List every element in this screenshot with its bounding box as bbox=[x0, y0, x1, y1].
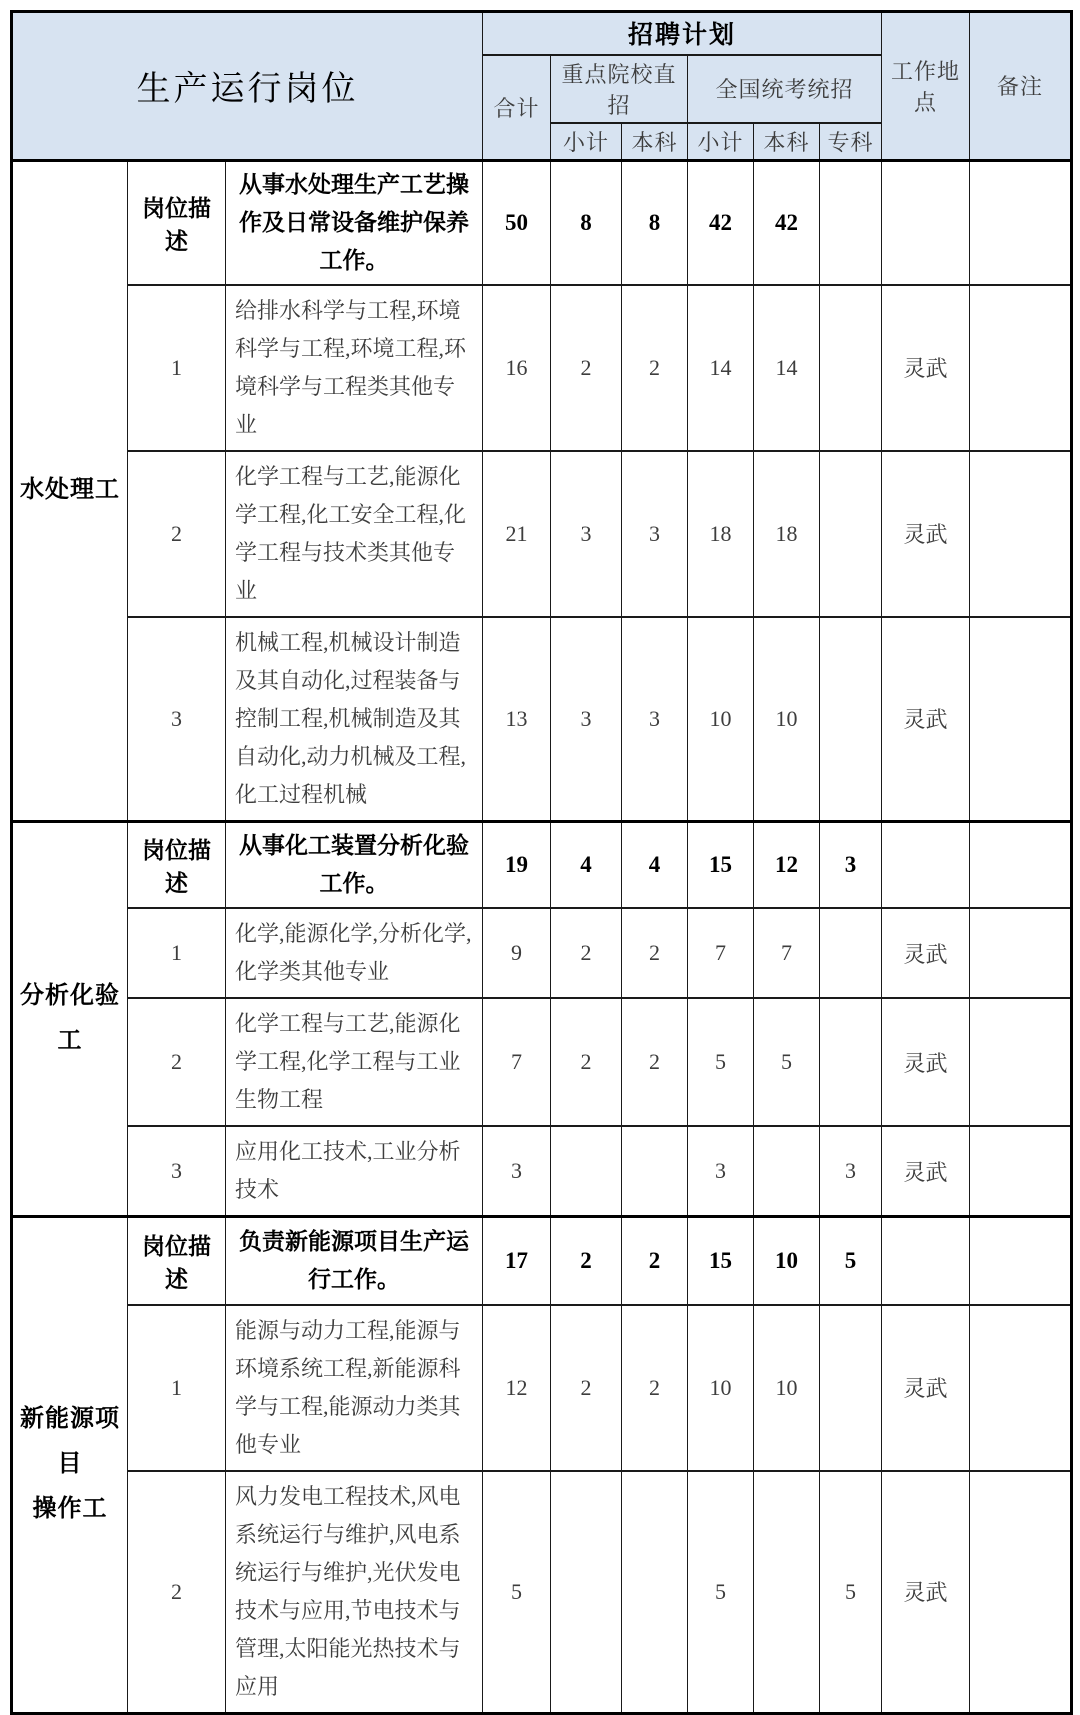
location-value: 灵武 bbox=[882, 617, 970, 822]
majors: 化学工程与工艺,能源化学工程,化工安全工程,化学工程与技术类其他专业 bbox=[226, 451, 483, 617]
national-subtotal-value: 10 bbox=[688, 617, 754, 822]
remark-value bbox=[970, 908, 1072, 998]
group3-name bbox=[12, 1217, 128, 1714]
major-row bbox=[12, 1126, 1072, 1217]
total-value: 12 bbox=[483, 1305, 551, 1471]
key-subtotal-value: 2 bbox=[551, 908, 622, 998]
majors: 能源与动力工程,能源与环境系统工程,新能源科学与工程,能源动力类其他专业 bbox=[226, 1305, 483, 1471]
national-bachelor-value bbox=[754, 1471, 820, 1714]
group1-name bbox=[12, 160, 128, 821]
total-value: 21 bbox=[483, 451, 551, 617]
desc-text: 从事水处理生产工艺操作及日常设备维护保养工作。 bbox=[226, 160, 483, 285]
national-subtotal-value: 7 bbox=[688, 908, 754, 998]
national-bachelor-value bbox=[754, 1126, 820, 1217]
national-bachelor-value: 10 bbox=[754, 617, 820, 822]
majors: 给排水科学与工程,环境科学与工程,环境工程,环境科学与工程类其他专业 bbox=[226, 285, 483, 451]
key-bachelor-header: 本科 bbox=[622, 123, 688, 161]
national-bachelor-value: 7 bbox=[754, 908, 820, 998]
key-subtotal-value: 8 bbox=[551, 160, 622, 285]
row-number: 3 bbox=[128, 617, 226, 822]
key-bachelor-value: 2 bbox=[622, 1305, 688, 1471]
national-associate-header: 专科 bbox=[820, 123, 882, 161]
desc-label: 岗位描述 bbox=[128, 160, 226, 285]
key-bachelor-value: 8 bbox=[622, 160, 688, 285]
remark-value bbox=[970, 1305, 1072, 1471]
national-subtotal-value: 42 bbox=[688, 160, 754, 285]
header-row-1 bbox=[12, 12, 1072, 55]
total-value: 3 bbox=[483, 1126, 551, 1217]
location-value: 灵武 bbox=[882, 1126, 970, 1217]
group-name-line1: 水处理工 bbox=[20, 477, 120, 503]
national-associate-value bbox=[820, 1305, 882, 1471]
total-value: 13 bbox=[483, 617, 551, 822]
majors: 化学工程与工艺,能源化学工程,化学工程与工业生物工程 bbox=[226, 998, 483, 1126]
national-subtotal-value: 3 bbox=[688, 1126, 754, 1217]
remark-value bbox=[970, 1471, 1072, 1714]
national-associate-value: 5 bbox=[820, 1217, 882, 1305]
key-subtotal-value: 3 bbox=[551, 451, 622, 617]
national-subtotal-value: 18 bbox=[688, 451, 754, 617]
key-subtotal-value bbox=[551, 1471, 622, 1714]
remark-value bbox=[970, 285, 1072, 451]
national-subtotal-value: 5 bbox=[688, 1471, 754, 1714]
key-bachelor-value: 4 bbox=[622, 821, 688, 908]
row-number: 1 bbox=[128, 1305, 226, 1471]
group-name-line1: 分析化验工 bbox=[20, 982, 120, 1054]
total-value: 5 bbox=[483, 1471, 551, 1714]
major-row bbox=[12, 285, 1072, 451]
location-value bbox=[882, 160, 970, 285]
major-row bbox=[12, 617, 1072, 822]
key-bachelor-value: 2 bbox=[622, 908, 688, 998]
key-subtotal-value: 2 bbox=[551, 1217, 622, 1305]
national-subtotal-value: 10 bbox=[688, 1305, 754, 1471]
key-subtotal-value: 2 bbox=[551, 998, 622, 1126]
total-value: 7 bbox=[483, 998, 551, 1126]
national-exam-header: 全国统考统招 bbox=[688, 55, 882, 123]
total-value: 16 bbox=[483, 285, 551, 451]
desc-label: 岗位描述 bbox=[128, 821, 226, 908]
desc-text: 负责新能源项目生产运行工作。 bbox=[226, 1217, 483, 1305]
row-number: 3 bbox=[128, 1126, 226, 1217]
national-bachelor-value: 10 bbox=[754, 1305, 820, 1471]
key-subtotal-value: 3 bbox=[551, 617, 622, 822]
location-value: 灵武 bbox=[882, 451, 970, 617]
majors: 风力发电工程技术,风电系统运行与维护,风电系统运行与维护,光伏发电技术与应用,节电技术与管理,太阳能光热技术与应用 bbox=[226, 1471, 483, 1714]
national-bachelor-value: 5 bbox=[754, 998, 820, 1126]
table-title: 生产运行岗位 bbox=[12, 12, 483, 161]
major-row bbox=[12, 998, 1072, 1126]
location-column-header: 工作地点 bbox=[882, 12, 970, 161]
national-bachelor-value: 14 bbox=[754, 285, 820, 451]
key-subtotal-header: 小计 bbox=[551, 123, 622, 161]
key-bachelor-value: 2 bbox=[622, 285, 688, 451]
national-subtotal-value: 15 bbox=[688, 821, 754, 908]
remark-value bbox=[970, 451, 1072, 617]
national-associate-value: 5 bbox=[820, 1471, 882, 1714]
national-associate-value bbox=[820, 617, 882, 822]
total-value: 17 bbox=[483, 1217, 551, 1305]
national-associate-value: 3 bbox=[820, 821, 882, 908]
total-value: 50 bbox=[483, 160, 551, 285]
row-number: 1 bbox=[128, 908, 226, 998]
major-row bbox=[12, 908, 1072, 998]
majors: 机械工程,机械设计制造及其自动化,过程装备与控制工程,机械制造及其自动化,动力机械及工程,化工过程机械 bbox=[226, 617, 483, 822]
location-value: 灵武 bbox=[882, 908, 970, 998]
major-row bbox=[12, 1471, 1072, 1714]
key-subtotal-value: 2 bbox=[551, 285, 622, 451]
remark-value bbox=[970, 1217, 1072, 1305]
majors: 化学,能源化学,分析化学,化学类其他专业 bbox=[226, 908, 483, 998]
key-bachelor-value: 2 bbox=[622, 998, 688, 1126]
group-name-line2: 操作工 bbox=[32, 1496, 108, 1523]
national-bachelor-value: 12 bbox=[754, 821, 820, 908]
national-subtotal-value: 15 bbox=[688, 1217, 754, 1305]
major-row bbox=[12, 1305, 1072, 1471]
total-value: 9 bbox=[483, 908, 551, 998]
location-value: 灵武 bbox=[882, 1471, 970, 1714]
recruitment-table bbox=[10, 10, 1073, 1715]
majors: 应用化工技术,工业分析技术 bbox=[226, 1126, 483, 1217]
group2-desc-row bbox=[12, 821, 1072, 908]
key-subtotal-value bbox=[551, 1126, 622, 1217]
national-subtotal-value: 14 bbox=[688, 285, 754, 451]
key-bachelor-value bbox=[622, 1471, 688, 1714]
group-name-line1: 新能源项目 bbox=[20, 1406, 120, 1478]
national-bachelor-value: 18 bbox=[754, 451, 820, 617]
row-number: 2 bbox=[128, 998, 226, 1126]
group2-name bbox=[12, 821, 128, 1217]
location-value: 灵武 bbox=[882, 1305, 970, 1471]
plan-header: 招聘计划 bbox=[483, 12, 882, 55]
major-row bbox=[12, 451, 1072, 617]
key-subtotal-value: 2 bbox=[551, 1305, 622, 1471]
national-bachelor-header: 本科 bbox=[754, 123, 820, 161]
national-bachelor-value: 42 bbox=[754, 160, 820, 285]
desc-label: 岗位描述 bbox=[128, 1217, 226, 1305]
location-value bbox=[882, 1217, 970, 1305]
national-associate-value bbox=[820, 908, 882, 998]
national-associate-value: 3 bbox=[820, 1126, 882, 1217]
remark-value bbox=[970, 617, 1072, 822]
total-column-header: 合计 bbox=[483, 55, 551, 161]
key-school-header: 重点院校直招 bbox=[551, 55, 688, 123]
group3-desc-row bbox=[12, 1217, 1072, 1305]
key-subtotal-value: 4 bbox=[551, 821, 622, 908]
row-number: 1 bbox=[128, 285, 226, 451]
total-value: 19 bbox=[483, 821, 551, 908]
key-bachelor-value bbox=[622, 1126, 688, 1217]
location-value: 灵武 bbox=[882, 285, 970, 451]
remark-value bbox=[970, 821, 1072, 908]
national-bachelor-value: 10 bbox=[754, 1217, 820, 1305]
group1-desc-row bbox=[12, 160, 1072, 285]
remark-value bbox=[970, 998, 1072, 1126]
key-bachelor-value: 3 bbox=[622, 451, 688, 617]
remark-value bbox=[970, 1126, 1072, 1217]
desc-text: 从事化工装置分析化验工作。 bbox=[226, 821, 483, 908]
location-value: 灵武 bbox=[882, 998, 970, 1126]
national-associate-value bbox=[820, 998, 882, 1126]
national-subtotal-header: 小计 bbox=[688, 123, 754, 161]
row-number: 2 bbox=[128, 1471, 226, 1714]
row-number: 2 bbox=[128, 451, 226, 617]
key-bachelor-value: 2 bbox=[622, 1217, 688, 1305]
national-associate-value bbox=[820, 160, 882, 285]
location-value bbox=[882, 821, 970, 908]
national-associate-value bbox=[820, 285, 882, 451]
remark-column-header: 备注 bbox=[970, 12, 1072, 161]
national-associate-value bbox=[820, 451, 882, 617]
key-bachelor-value: 3 bbox=[622, 617, 688, 822]
remark-value bbox=[970, 160, 1072, 285]
national-subtotal-value: 5 bbox=[688, 998, 754, 1126]
